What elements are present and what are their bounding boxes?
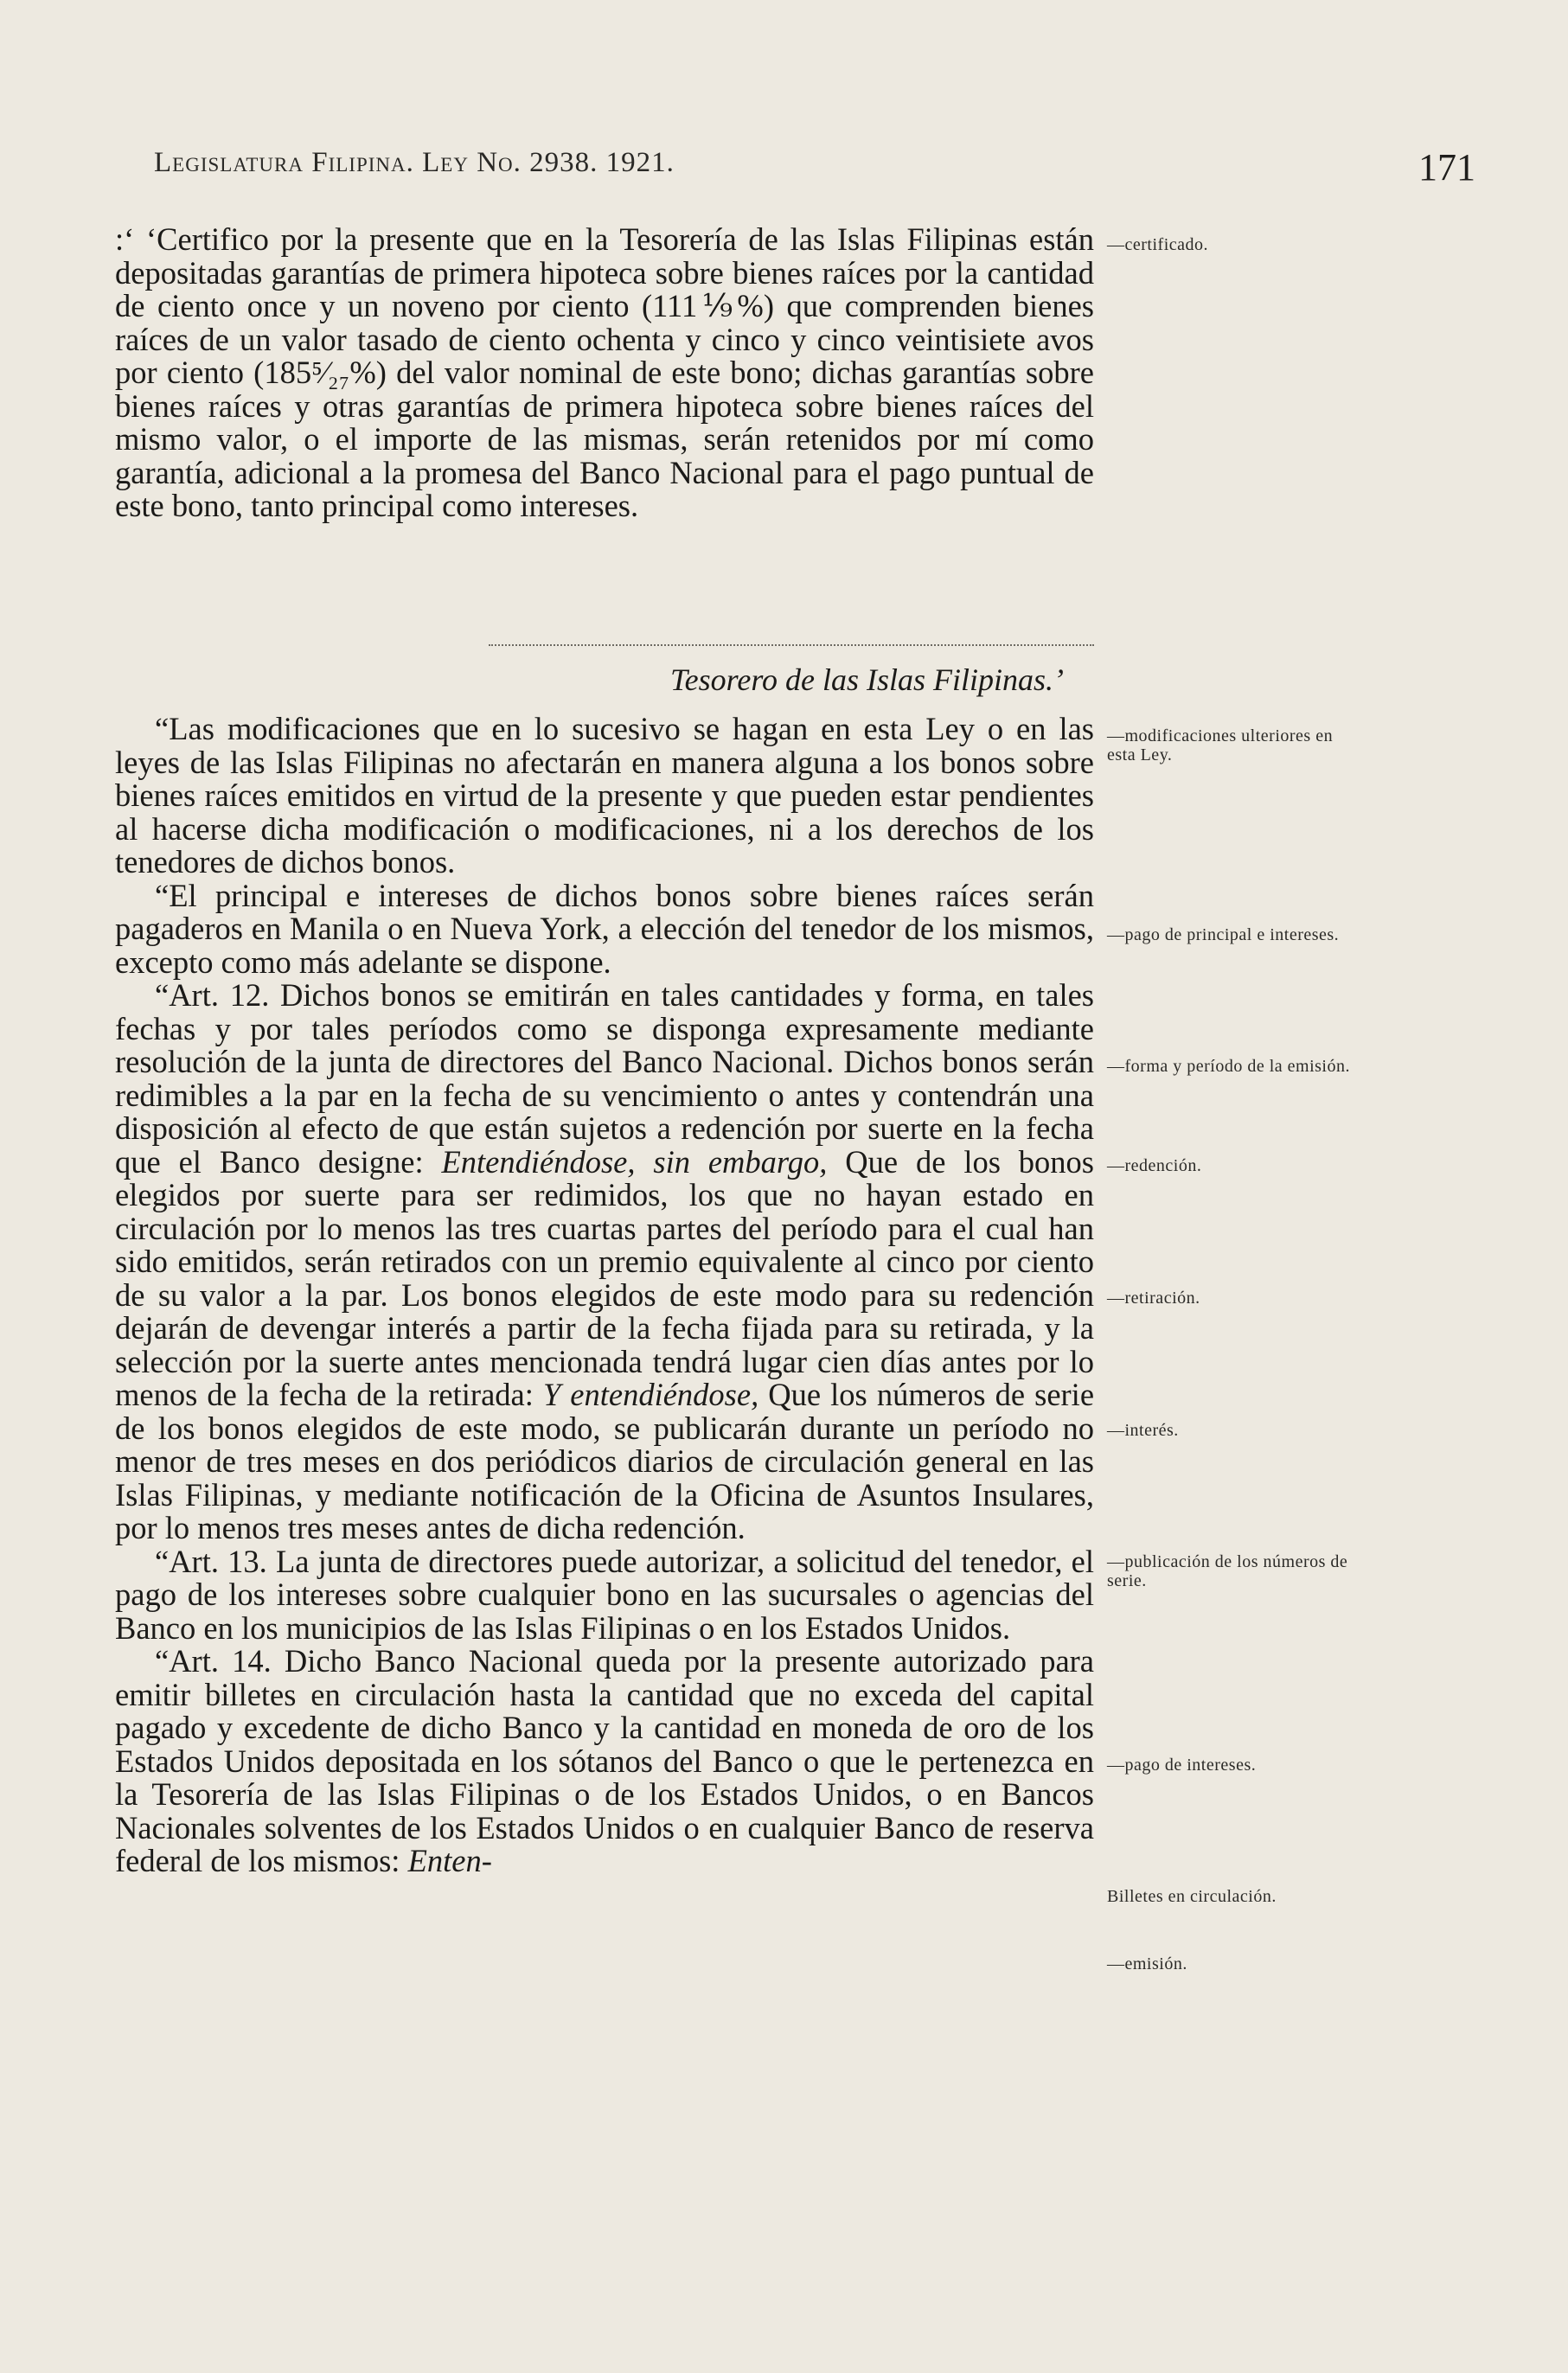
art-12-italic-2: Y entendiéndose, [542, 1377, 759, 1412]
margin-note-certificado: —certificado. [1107, 235, 1208, 254]
paragraph-art-12 [115, 979, 1094, 1545]
margin-note-pago-intereses: —pago de intereses. [1107, 1756, 1257, 1775]
page-number: 171 [1418, 146, 1475, 189]
paragraph-art-14 [115, 1645, 1094, 1878]
running-head: Legislatura Filipina. Ley No. 2938. 1921. [154, 147, 675, 178]
certificate-paragraph: :‘ ‘Certifico por la presente que en la Tesorería de las Islas Filipinas están depositadas garantías de primera hipoteca sobre bienes raíces por la cantidad de ciento once y un noveno por ciento (111⅑%) que comprenden bienes raíces de un valor tasado de ciento ochenta y cinco y cinco veintisiete avos por ciento (185⁵⁄₂₇%) del valor nominal de este bono; dichas garantías sobre bienes raíces y otras garantías de primera hipoteca sobre bienes raíces del mismo valor, o el importe de las mismas, serán retenidos por mí como garantía, adicional a la promesa del Banco Nacional para el pago puntual de este bono, tanto principal como intereses. [115, 221, 1094, 523]
margin-note-modificaciones: —modificaciones ulteriores en esta Ley. [1107, 726, 1334, 764]
certificate-block [115, 223, 1094, 523]
signature-title: Tesorero de las Islas Filipinas.’ [669, 662, 1064, 697]
art-14-text: “Art. 14. Dicho Banco Nacional queda por la presente autorizado para emitir billetes en circulación hasta la cantidad que no exceda del capital pagado y excedente de dicho Banco y la cantidad en moneda de oro de los Estados Unidos depositada en los sótanos del Banco o que le pertenezca en la Tesorería de las Islas Filipinas o de los Estados Unidos, o en Bancos Nacionales solventes de los Estados Unidos o en cualquier Banco de reserva federal de los mismos: [115, 1643, 1094, 1878]
margin-note-emision: —emisión. [1107, 1954, 1187, 1973]
articles-block [115, 713, 1094, 1878]
art-12-italic-1: Entendiéndose, sin embargo, [441, 1143, 828, 1180]
paragraph-modificaciones: “Las modificaciones que en lo sucesivo se hagan en esta Ley o en las leyes de las Islas Filipinas no afectarán en manera alguna a los bonos sobre bienes raíces emitidos en virtud de la presente y que pueden estar pendientes al hacerse dicha modificación o modificaciones, ni a los derechos de los tenedores de dichos bonos. [115, 711, 1094, 879]
paragraph-principal: “El principal e intereses de dichos bonos sobre bienes raíces serán pagaderos en Manila o en Nueva York, a elección del tenedor de los mismos, excepto como más adelante se dispone. [115, 877, 1094, 980]
margin-note-pago-principal: —pago de principal e intereses. [1107, 925, 1340, 944]
margin-note-interes: —interés. [1107, 1421, 1179, 1440]
paragraph-art-13: “Art. 13. La junta de directores puede autorizar, a solicitud del tenedor, el pago de los intereses sobre cualquier bono en las sucursales o agencias del Banco en los municipios de las Islas Filipinas o en los Estados Unidos. [115, 1543, 1094, 1646]
margin-note-redencion: —redención. [1107, 1156, 1202, 1175]
art-12-text-c: Que los números de serie de los bonos elegidos de este modo, se publicarán durante un período no menor de tres meses en dos periódicos diarios de circulación general en las Islas Filipinas, y mediante notificación de la Oficina de Asuntos Insulares, por lo menos tres meses antes de dicha redención. [115, 1377, 1095, 1545]
signature-line [489, 644, 1094, 646]
margin-note-retiracion: —retiración. [1107, 1289, 1200, 1308]
margin-note-billetes: Billetes en circulación. [1107, 1887, 1277, 1906]
art-12-text-b: Que de los bonos elegidos por suerte para ser redimidos, los que no hayan estado en circulación por lo menos las tres cuartas partes del período para el cual han sido emitidos, serán retirados con un premio equivalente al cinco por ciento de su valor a la par. Los bonos elegidos de este modo para su redención dejarán de devengar interés a partir de la fecha fijada para su retirada, y la selección por la suerte antes mencionada tendrá lugar cien días antes por lo menos de la fecha de la retirada: [115, 1143, 1095, 1412]
margin-note-forma-periodo: —forma y período de la emisión. [1107, 1057, 1350, 1076]
art-14-italic: Enten- [407, 1843, 492, 1878]
margin-note-publicacion: —publicación de los números de serie. [1107, 1552, 1348, 1590]
art-12-text-a: “Art. 12. Dichos bonos se emitirán en tales cantidades y forma, en tales fechas y por tales períodos como se disponga expresamente mediante resolución de la junta de directores del Banco Nacional. Dichos bonos serán redimibles a la par en la fecha de su vencimiento o antes y contendrán una disposición al efecto de que están sujetos a redención por suerte en la fecha que el Banco designe: [115, 977, 1094, 1180]
